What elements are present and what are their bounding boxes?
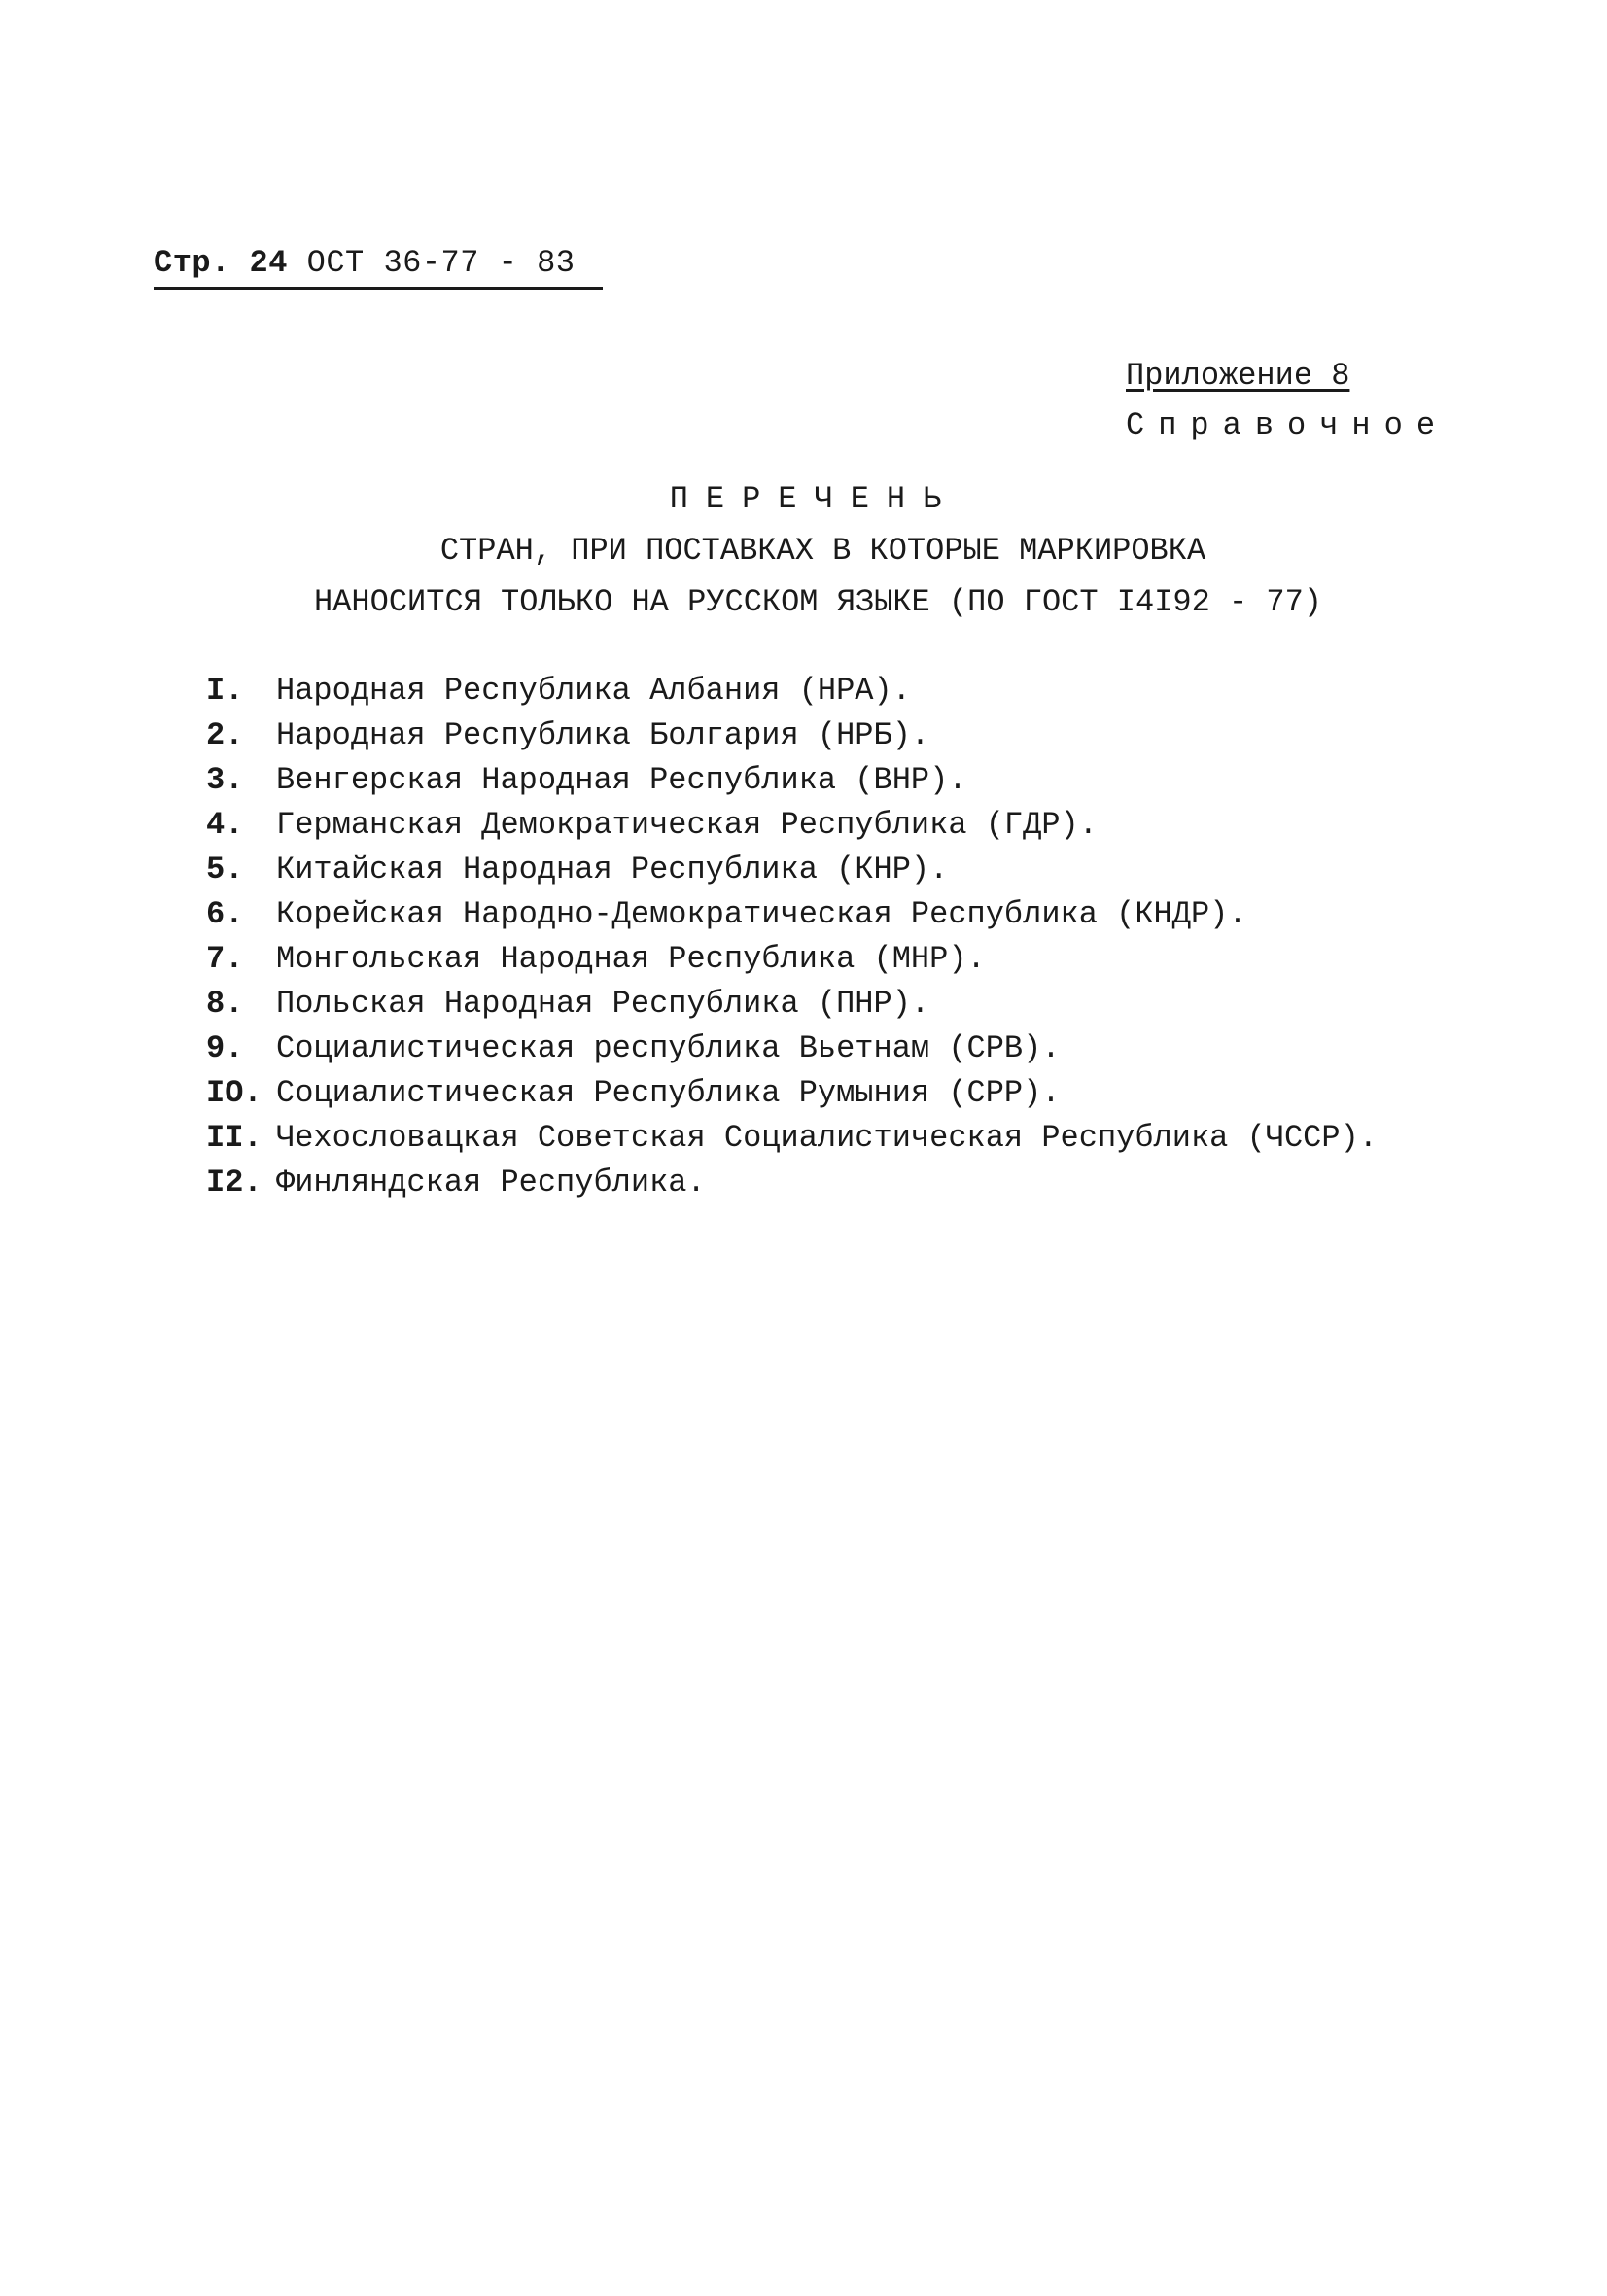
list-item bbox=[206, 713, 1378, 758]
title-line-3: НАНОСИТСЯ ТОЛЬКО НА РУССКОМ ЯЗЫКЕ (ПО ГОСТ I4I92 - 77) bbox=[314, 584, 1322, 620]
item-text: Польская Народная Республика (ПНР). bbox=[276, 986, 930, 1022]
item-text: Венгерская Народная Республика (ВНР). bbox=[276, 762, 967, 798]
item-number: II. bbox=[206, 1120, 262, 1156]
document-code: ОСТ 36-77 - 83 bbox=[306, 245, 576, 281]
item-text: Корейская Народно-Демократическая Республика (КНДР). bbox=[276, 896, 1247, 932]
list-item bbox=[206, 1071, 1378, 1116]
list-item bbox=[206, 937, 1378, 982]
item-number: 6. bbox=[206, 896, 244, 932]
list-item bbox=[206, 758, 1378, 803]
item-number: 3. bbox=[206, 762, 244, 798]
item-text: Финляндская Республика. bbox=[276, 1165, 706, 1200]
item-text: Чехословацкая Советская Социалистическая Республика (ЧССР). bbox=[276, 1120, 1378, 1156]
list-item bbox=[206, 892, 1378, 937]
title-line-1: ПЕРЕЧЕНЬ bbox=[669, 481, 960, 517]
item-number: IO. bbox=[206, 1075, 262, 1111]
item-number: 9. bbox=[206, 1030, 244, 1066]
item-number: 8. bbox=[206, 986, 244, 1022]
item-number: 5. bbox=[206, 852, 244, 887]
item-text: Китайская Народная Республика (КНР). bbox=[276, 852, 949, 887]
item-text: Социалистическая республика Вьетнам (СРВ). bbox=[276, 1030, 1061, 1066]
item-text: Народная Республика Албания (НРА). bbox=[276, 673, 911, 709]
title-line-2: СТРАН, ПРИ ПОСТАВКАХ В КОТОРЫЕ МАРКИРОВКА bbox=[439, 533, 1206, 569]
item-number: 4. bbox=[206, 807, 244, 843]
list-item bbox=[206, 1026, 1378, 1071]
appendix-label bbox=[1126, 358, 1449, 443]
appendix-type: Справочное bbox=[1126, 407, 1450, 443]
item-number: I2. bbox=[206, 1165, 262, 1200]
page-header bbox=[154, 245, 603, 290]
page-number: Стр. 24 bbox=[154, 245, 288, 281]
item-number: I. bbox=[206, 673, 244, 709]
item-text: Монгольская Народная Республика (МНР). bbox=[276, 941, 986, 977]
item-text: Германская Демократическая Республика (ГДР). bbox=[276, 807, 1098, 843]
item-number: 2. bbox=[206, 717, 244, 753]
country-list bbox=[206, 669, 1378, 1205]
item-text: Социалистическая Республика Румыния (СРР). bbox=[276, 1075, 1061, 1111]
appendix-title: Приложение 8 bbox=[1126, 358, 1350, 394]
document-title bbox=[0, 481, 1607, 620]
item-number: 7. bbox=[206, 941, 244, 977]
list-item bbox=[206, 803, 1378, 848]
list-item bbox=[206, 1116, 1378, 1161]
list-item bbox=[206, 848, 1378, 892]
list-item bbox=[206, 669, 1378, 713]
item-text: Народная Республика Болгария (НРБ). bbox=[276, 717, 930, 753]
list-item bbox=[206, 1161, 1378, 1205]
list-item bbox=[206, 982, 1378, 1026]
